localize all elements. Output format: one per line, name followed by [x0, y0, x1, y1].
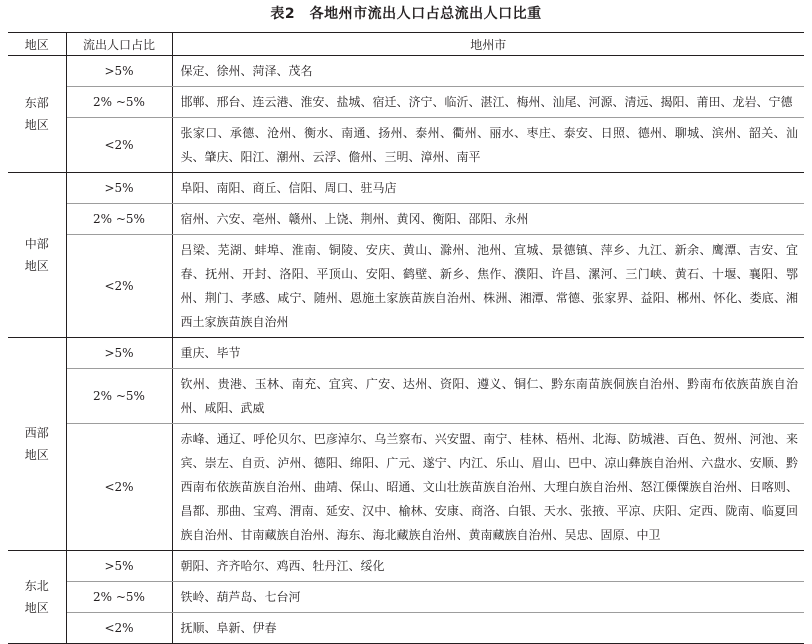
outflow-ratio-table [8, 32, 804, 644]
region-label: 东部地区 [24, 96, 49, 132]
cities-cell: 宿州、六安、亳州、赣州、上饶、荆州、黄冈、衡阳、邵阳、永州 [172, 204, 804, 235]
region-cell-central [8, 173, 66, 338]
table-row [8, 173, 804, 204]
region-cell-west [8, 338, 66, 551]
table-row [8, 204, 804, 235]
ratio-cell: >5% [66, 551, 172, 582]
ratio-cell: 2% ~5% [66, 369, 172, 424]
cities-cell: 保定、徐州、菏泽、茂名 [172, 56, 804, 87]
cities-cell: 邯郸、邢台、连云港、淮安、盐城、宿迁、济宁、临沂、湛江、梅州、汕尾、河源、清远、揭阳、莆田、龙岩、宁德 [172, 87, 804, 118]
region-cell-east [8, 56, 66, 173]
table-header-row [8, 33, 804, 56]
ratio-cell: <2% [66, 613, 172, 644]
header-region: 地区 [8, 33, 66, 56]
table-row [8, 338, 804, 369]
header-cities: 地州市 [172, 33, 804, 56]
region-label: 西部地区 [24, 426, 49, 462]
cities-cell: 抚顺、阜新、伊春 [172, 613, 804, 644]
table-row [8, 551, 804, 582]
ratio-cell: 2% ~5% [66, 87, 172, 118]
cities-cell: 吕梁、芜湖、蚌埠、淮南、铜陵、安庆、黄山、滁州、池州、宣城、景德镇、萍乡、九江、新余、鹰潭、吉安、宜春、抚州、开封、洛阳、平顶山、安阳、鹤壁、新乡、焦作、濮阳、许昌、漯河、三门峡、黄石、十堰、襄阳、鄂州、荆门、孝感、咸宁、随州、恩施土家族苗族自治州、株洲、湘潭、常德、张家界、益阳、郴州、怀化、娄底、湘西土家族苗族自治州 [172, 235, 804, 338]
ratio-cell: 2% ~5% [66, 582, 172, 613]
ratio-cell: <2% [66, 235, 172, 338]
table-row [8, 424, 804, 551]
ratio-cell: <2% [66, 118, 172, 173]
header-ratio: 流出人口占比 [66, 33, 172, 56]
table-title: 表2 各地州市流出人口占总流出人口比重 [270, 6, 542, 22]
cities-cell: 钦州、贵港、玉林、南充、宜宾、广安、达州、资阳、遵义、铜仁、黔东南苗族侗族自治州、黔南布依族苗族自治州、咸阳、武威 [172, 369, 804, 424]
region-cell-northeast [8, 551, 66, 644]
cities-cell: 张家口、承德、沧州、衡水、南通、扬州、泰州、衢州、丽水、枣庄、泰安、日照、德州、聊城、滨州、韶关、汕头、肇庆、阳江、潮州、云浮、儋州、三明、漳州、南平 [172, 118, 804, 173]
region-label: 中部地区 [24, 237, 49, 273]
table-row [8, 87, 804, 118]
ratio-cell: >5% [66, 338, 172, 369]
ratio-cell: 2% ~5% [66, 204, 172, 235]
table-row [8, 613, 804, 644]
ratio-cell: >5% [66, 173, 172, 204]
region-label: 东北地区 [24, 579, 49, 615]
cities-cell: 铁岭、葫芦岛、七台河 [172, 582, 804, 613]
cities-cell: 阜阳、南阳、商丘、信阳、周口、驻马店 [172, 173, 804, 204]
table-row [8, 235, 804, 338]
cities-cell: 重庆、毕节 [172, 338, 804, 369]
cities-cell: 朝阳、齐齐哈尔、鸡西、牡丹江、绥化 [172, 551, 804, 582]
ratio-cell: >5% [66, 56, 172, 87]
table-row [8, 56, 804, 87]
ratio-cell: <2% [66, 424, 172, 551]
table-row [8, 369, 804, 424]
table-row [8, 118, 804, 173]
cities-cell: 赤峰、通辽、呼伦贝尔、巴彦淖尔、乌兰察布、兴安盟、南宁、桂林、梧州、北海、防城港、百色、贺州、河池、来宾、崇左、自贡、泸州、德阳、绵阳、广元、遂宁、内江、乐山、眉山、巴中、凉山彝族自治州、六盘水、安顺、黔西南布依族苗族自治州、曲靖、保山、昭通、文山壮族苗族自治州、大理白族自治州、怒江傈僳族自治州、日喀则、昌都、那曲、宝鸡、渭南、延安、汉中、榆林、安康、商洛、白银、天水、张掖、平凉、庆阳、定西、陇南、临夏回族自治州、甘南藏族自治州、海东、海北藏族自治州、黄南藏族自治州、吴忠、固原、中卫 [172, 424, 804, 551]
table-row [8, 582, 804, 613]
